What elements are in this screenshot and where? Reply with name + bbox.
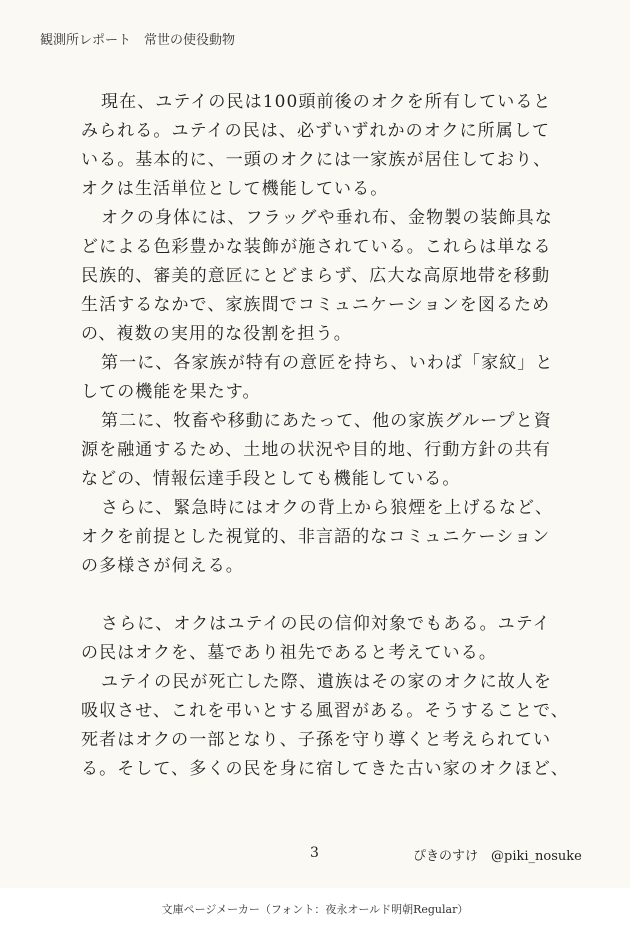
app-footer — [0, 888, 630, 928]
blank-line — [81, 581, 555, 610]
text-line: 第二に、牧畜や移動にあたって、他の家族グループと資 — [101, 411, 552, 431]
text-line: の民はオクを、墓であり祖先であると考えている。 — [81, 643, 497, 663]
text-line: さらに、緊急時にはオクの背上から狼煙を上げるなど、 — [101, 498, 554, 518]
page-header: 観測所レポート 常世の使役動物 — [40, 33, 236, 48]
text-line: る。そして、多くの民を身に宿してきた古い家のオクほど、 — [81, 759, 570, 779]
text-line: 第一に、各家族が特有の意匠を持ち、いわば「家紋」と — [101, 353, 554, 373]
app-footer-text: 文庫ページメーカー（フォント：夜永オールド明朝Regular） — [161, 903, 469, 916]
text-line: ユテイの民が死亡した際、遺族はその家のオクに故人を — [101, 672, 552, 692]
text-line: の多様さが伺える。 — [81, 556, 244, 576]
text-line: 現在、ユテイの民は100頭前後のオクを所有していると — [101, 92, 552, 112]
text-line: どによる色彩豊かな装飾が施されている。これらは単なる — [81, 237, 552, 257]
text-line: オクを前提とした視覚的、非言語的なコミュニケーション — [81, 527, 551, 547]
page-number: 3 — [310, 845, 319, 861]
body-text — [81, 88, 570, 784]
text-line: の、複数の実用的な役割を担う。 — [81, 324, 352, 344]
text-line: 死者はオクの一部となり、子孫を守り導くと考えられてい — [81, 730, 552, 750]
author-credit: ぴきのすけ @piki_nosuke — [413, 849, 582, 864]
text-line: いる。基本的に、一頭のオクには一家族が居住しており、 — [81, 150, 552, 170]
text-line: オクは生活単位として機能している。 — [81, 179, 389, 199]
text-line: さらに、オクはユテイの民の信仰対象でもある。ユテイ — [101, 614, 551, 634]
text-line: 源を融通するため、土地の状況や目的地、行動方針の共有 — [81, 440, 551, 460]
text-line: 生活するなかで、家族間でコミュニケーションを図るため — [81, 295, 551, 315]
text-line: などの、情報伝達手段としても機能している。 — [81, 469, 461, 489]
text-line: 民族的、審美的意匠にとどまらず、広大な高原地帯を移動 — [81, 266, 551, 286]
text-line: しての機能を果たす。 — [81, 382, 261, 402]
text-line: みられる。ユテイの民は、必ずいずれかのオクに所属して — [81, 121, 551, 141]
text-line: オクの身体には、フラッグや垂れ布、金物製の装飾具な — [101, 208, 553, 228]
text-line: 吸収させ、これを弔いとする風習がある。そうすることで、 — [81, 701, 569, 721]
